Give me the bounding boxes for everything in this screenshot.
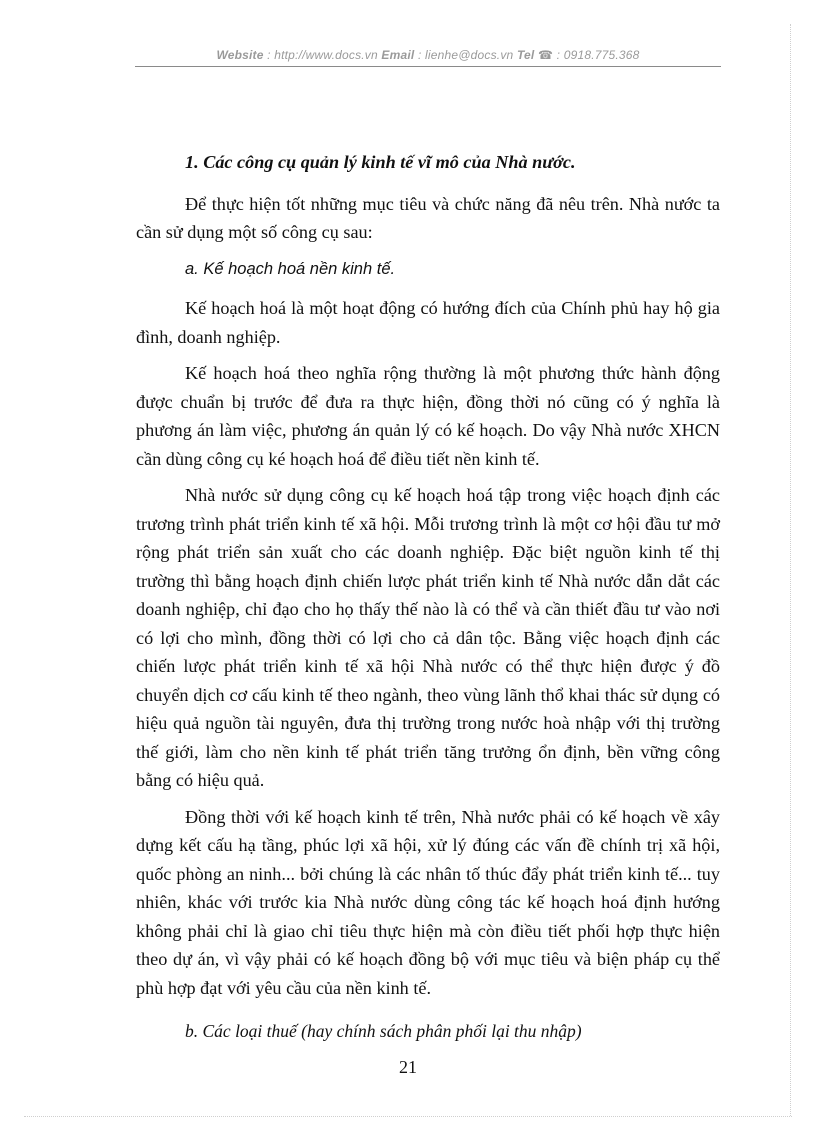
subheading-b: b. Các loại thuế (hay chính sách phân phối lại thu nhập) <box>185 1021 582 1041</box>
paragraph-4: Đồng thời với kế hoạch kinh tế trên, Nhà nước phải có kế hoạch về xây dựng kết cấu hạ tầng, phúc lợi xã hội, xử lý đúng các vấn đề chính trị xã hội, quốc phòng an ninh... bởi chúng là các nhân tố thúc đẩy phát triển kinh tế... tuy nhiên, khác với trước kia Nhà nước dùng công tác kế hoạch hoá định hướng không phải chỉ là giao chỉ tiêu thực hiện mà còn điều tiết phối hợp thực hiện theo dự án, vì vậy phải có kế hoạch đồng bộ với mục tiêu và biện pháp cụ thể phù hợp đạt với yêu cầu của nền kinh tế. <box>136 806 720 998</box>
tel-number: : 0918.775.368 <box>553 48 640 62</box>
page-border-right <box>790 24 791 1116</box>
website-label: Website <box>216 48 264 62</box>
document-body <box>136 148 720 1010</box>
section-heading: 1. Các công cụ quản lý kinh tế vĩ mô của Nhà nước. <box>185 152 576 172</box>
email-address: : lienhe@docs.vn <box>414 48 517 62</box>
header-divider <box>135 66 721 67</box>
subheading-a: a. Kế hoạch hoá nền kinh tế. <box>185 259 396 278</box>
page-header <box>135 48 721 66</box>
paragraph-2: Kế hoạch hoá theo nghĩa rộng thường là một phương thức hành động được chuẩn bị trước để đưa ra thực hiện, đồng thời nó cũng có ý nghĩa là phương án làm việc, phương án quản lý có kế hoạch. Do vậy Nhà nước XHCN cần dùng công cụ ké hoạch hoá để điều tiết nền kinh tế. <box>136 363 720 469</box>
website-url: : http://www.docs.vn <box>263 48 382 62</box>
page-number: 21 <box>399 1057 417 1077</box>
paragraph-3: Nhà nước sử dụng công cụ kế hoạch hoá tập trong việc hoạch định các trương trình phát triển kinh tế xã hội. Mỗi trương trình là một cơ hội đầu tư mở rộng phát triển sản xuất cho các doanh nghiệp. Đặc biệt nguồn kinh tế thị trường thì bằng hoạch định chiến lược phát triển kinh tế Nhà nước dẫn dắt các doanh nghiệp, chỉ đạo cho họ thấy thế nào là có thể và cần thiết đầu tư vào nơi có lợi cho mình, đồng thời có lợi cho cả dân tộc. Bằng việc hoạch định các chiến lược phát triển kinh tế xã hội Nhà nước có thể thực hiện được ý đồ chuyển dịch cơ cấu kinh tế theo ngành, theo vùng lãnh thổ khai thác sử dụng có hiệu quả nguồn tài nguyên, đưa thị trường trong nước hoà nhập với thị trường thế giới, làm cho nền kinh tế phát triển tăng trưởng ổn định, bền vững công bằng có hiệu quả. <box>136 485 720 790</box>
intro-paragraph: Để thực hiện tốt những mục tiêu và chức năng đã nêu trên. Nhà nước ta cần sử dụng một số công cụ sau: <box>136 193 720 242</box>
tel-label: Tel ☎ <box>516 48 554 62</box>
paragraph-1: Kế hoạch hoá là một hoạt động có hướng đích của Chính phủ hay hộ gia đình, doanh nghiệp. <box>136 298 720 347</box>
page-border-bottom <box>24 1116 792 1117</box>
email-label: Email <box>381 48 415 62</box>
